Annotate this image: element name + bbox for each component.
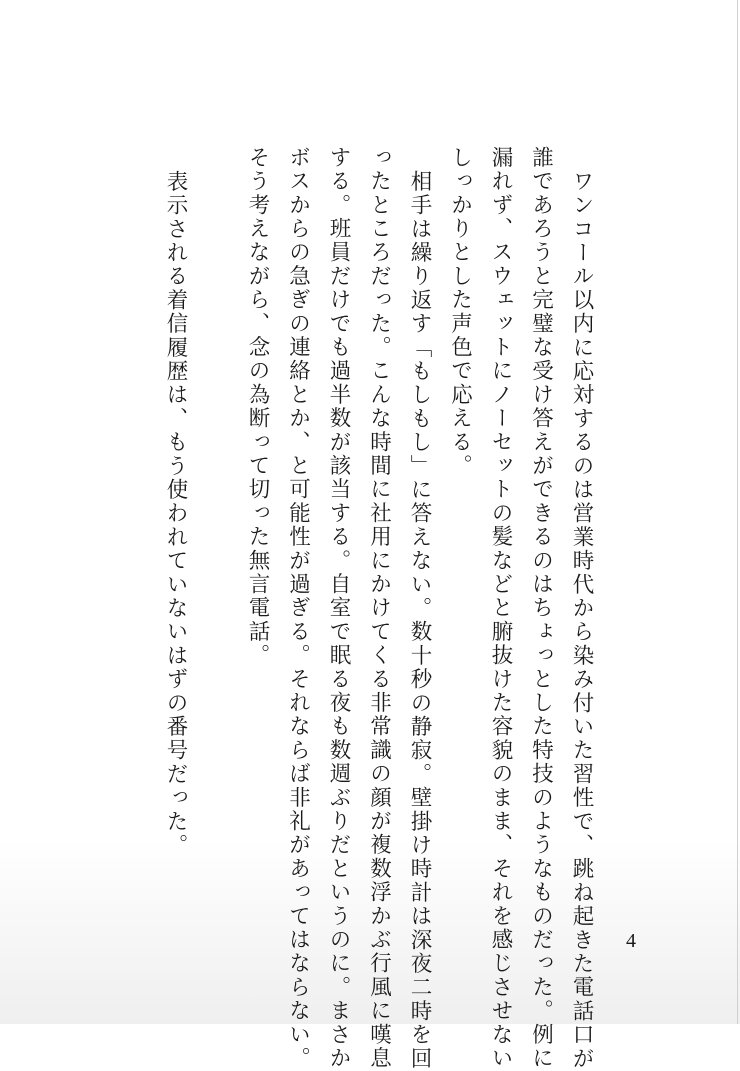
text-line: ワンコール以内に応対するのは営業時代から染み付いた習性で、跳ね起きた電話口が	[569, 170, 594, 1071]
page-edge	[737, 0, 738, 1024]
text-line: ボスからの急ぎの連絡とか、と可能性が過ぎる。それならば非礼があってはならない。	[285, 146, 311, 1071]
text-line: 表示される着信履歴は、もう使われていないはずの番号だった。	[163, 170, 188, 858]
text-line: そう考えながら、念の為断って切った無言電話。	[245, 146, 270, 668]
text-line: しっかりとした声色で応える。	[447, 146, 473, 478]
text-line: 相手は繰り返す「もしもし」に答えない。数十秒の静寂。壁掛け時計は深夜二時を回	[407, 170, 432, 1071]
page-number: 4	[626, 930, 636, 952]
text-line: 誰であろうと完璧な受け答えができるのはちょっとした特技のようなものだった。例に	[528, 146, 554, 1071]
text-line: する。班員だけでも過半数が該当する。自室で眠る夜も数週ぶりだというのに。まさか	[326, 146, 351, 1071]
text-line: ったところだった。こんな時間に社用にかけてくる非常識の顔が複数浮かぶ行風に嘆息	[366, 146, 392, 1071]
vertical-text-body	[162, 146, 594, 1071]
text-line: 漏れず、スウェットにノーセットの髪などと腑抜けた容貌のまま、それを感じさせない	[488, 146, 513, 1071]
